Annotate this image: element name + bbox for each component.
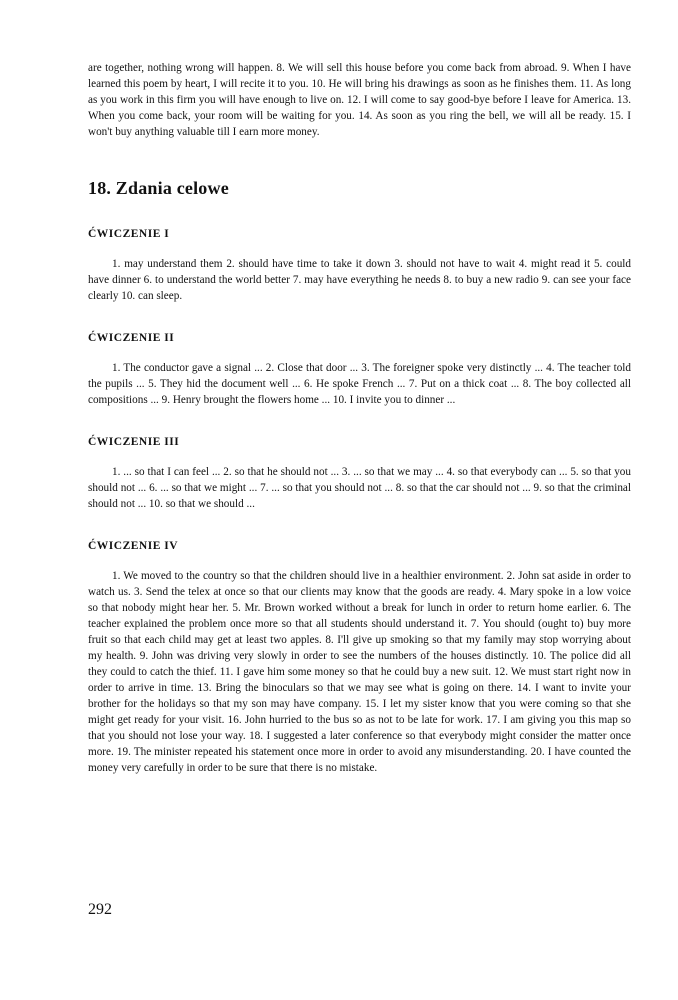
exercise-text: 1. We moved to the country so that the children should live in a healthier environment. 2. John sat aside in order to watch us. 3. Send the telex at once so that our clients may know that the goods are ready. 4. Mary spoke in a low voice so that nobody might hear her. 5. Mr. Brown worked without a break for lunch in order to return home earlier. 6. The teacher explained the problem once more so that all students should understand it. 7. You should (ought to) buy more fruit so that each child may get at least two apples. 8. I'll give up smoking so that my family may stop worrying about my health. 9. John was driving very slowly in order to see the numbers of the houses distinctly. 10. The police did all they could to catch the thief. 11. I gave him some money so that he could buy a new suit. 12. We must start right now in order to arrive in time. 13. Bring the binoculars so that we may see what is going on there. 14. I want to invite your brother for the holidays so that my son may have company. 15. I let my sister know that you were coming so that she might get ready for your visit. 16. John hurried to the bus so as not to be late for work. 17. I am giving you this map so that you should not lose your way. 18. I suggested a later conference so that everybody might consider the matter once more. 19. The minister repeated his statement once more in order to avoid any misunderstanding. 20. I have counted the money very carefully in order to be sure that there is no mistake. bbox=[88, 570, 631, 774]
exercise-text: 1. ... so that I can feel ... 2. so that he should not ... 3. ... so that we may ... 4. so that everybody can ... 5. so that you should not ... 6. ... so that we might ... 7. ... so that you should not ... 8. so that the car should not ... 9. so that the criminal should not ... 10. so that we should ... bbox=[88, 466, 631, 510]
intro-paragraph: are together, nothing wrong will happen. 8. We will sell this house before you come back from abroad. 9. When I have learned this poem by heart, I will recite it to you. 10. He will bring his drawings as soon as he finishes them. 11. As long as you work in this firm you will have enough to live on. 12. I will come to say good-bye before I leave for America. 13. When you come back, your room will be waiting for you. 14. As soon as you ring the bell, we will all be ready. 15. I won't buy anything valuable till I earn more money. bbox=[88, 62, 631, 138]
exercise-text: 1. The conductor gave a signal ... 2. Close that door ... 3. The foreigner spoke very distinctly ... 4. The teacher told the pupils ... 5. They hid the document well ... 6. He spoke French ... 7. Put on a thick coat ... 8. The boy collected all compositions ... 9. Henry brought the flowers home ... 10. I invite you to dinner ... bbox=[88, 362, 631, 406]
exercise-heading: ĆWICZENIE II bbox=[88, 332, 175, 344]
exercise-2 bbox=[88, 330, 631, 408]
exercise-heading: ĆWICZENIE III bbox=[88, 436, 180, 448]
chapter-title: 18. Zdania celowe bbox=[88, 178, 229, 198]
exercise-4 bbox=[88, 538, 631, 776]
exercise-heading: ĆWICZENIE I bbox=[88, 228, 170, 240]
exercise-heading: ĆWICZENIE IV bbox=[88, 540, 179, 552]
page-content bbox=[88, 60, 631, 776]
exercise-3 bbox=[88, 434, 631, 512]
exercise-1 bbox=[88, 226, 631, 304]
exercise-text: 1. may understand them 2. should have time to take it down 3. should not have to wait 4. might read it 5. could have dinner 6. to understand the world better 7. may have everything he needs 8. to buy a new radio 9. can see your face clearly 10. can sleep. bbox=[88, 258, 631, 302]
page-number: 292 bbox=[88, 901, 112, 918]
